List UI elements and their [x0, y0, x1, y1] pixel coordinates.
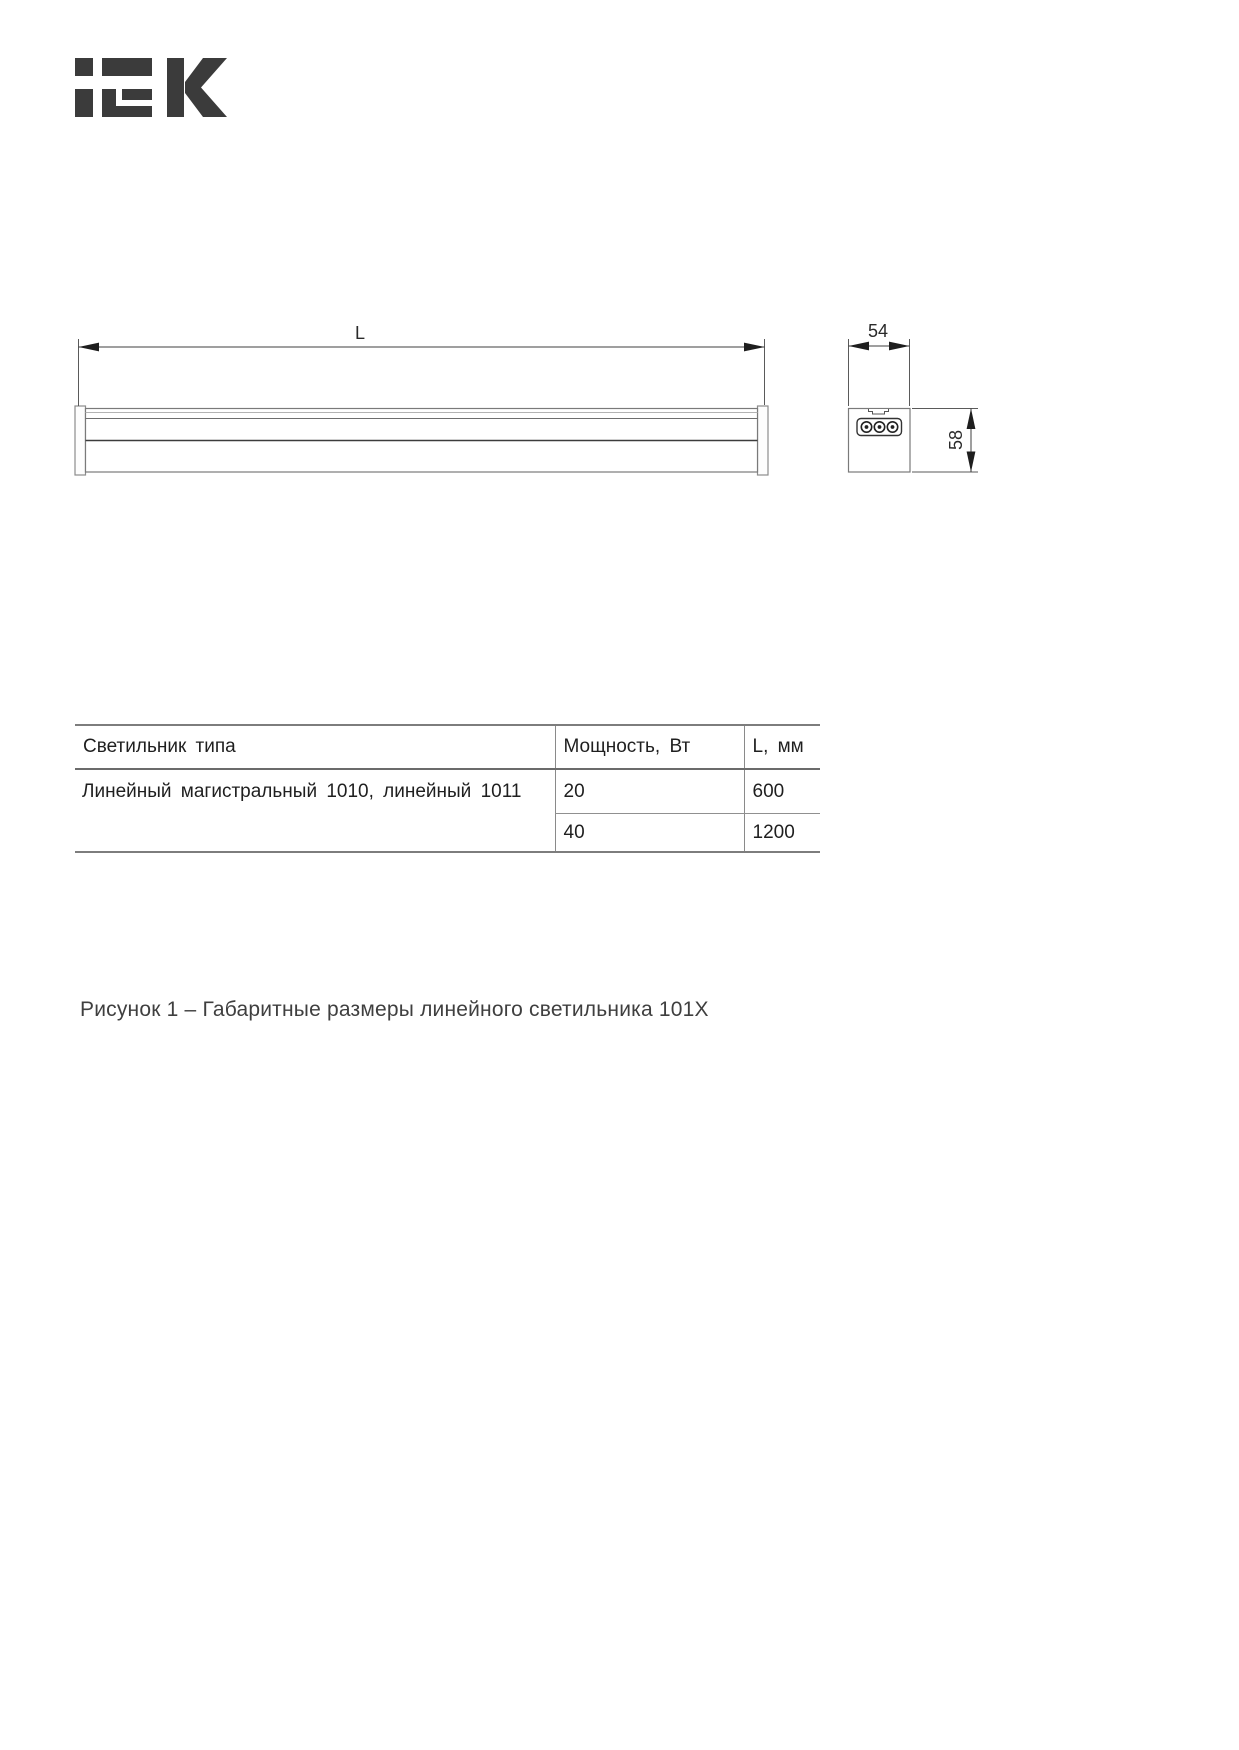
column-header-type: Светильник типа [75, 725, 555, 769]
arrowhead-down-icon [967, 452, 976, 473]
arrowhead-up-icon [967, 409, 976, 430]
arrowhead-right-icon [744, 343, 765, 352]
cell-luminaire-type: Линейный магистральный 1010, линейный 1011 [82, 781, 522, 802]
length-dimension [79, 323, 765, 406]
width-dimension [849, 321, 910, 406]
arrowhead-left-icon [849, 342, 870, 351]
cell-length: 1200 [744, 814, 820, 853]
height-dimension [912, 409, 978, 473]
cell-power: 40 [555, 814, 744, 853]
luminaire-front-view [75, 406, 768, 475]
dimension-drawing [0, 260, 1239, 540]
length-dimension-label: L [354, 323, 366, 343]
cell-power: 20 [555, 769, 744, 814]
logo-letter-k [167, 58, 227, 117]
column-header-power: Мощность, Вт [555, 725, 744, 769]
figure-caption: Рисунок 1 – Габаритные размеры линейного светильника 101Х [80, 998, 709, 1021]
end-cap-right [758, 406, 769, 475]
table-row [75, 769, 820, 814]
dimensions-table [75, 724, 820, 853]
width-dimension-label: 54 [867, 321, 889, 341]
arrowhead-left-icon [79, 343, 100, 352]
logo-letter-e [102, 58, 152, 117]
arrowhead-right-icon [889, 342, 910, 351]
luminaire-side-view [849, 409, 911, 473]
table-header-row [75, 725, 820, 769]
height-dimension-label: 58 [946, 429, 966, 451]
column-header-length: L, мм [744, 725, 820, 769]
cell-length: 600 [744, 769, 820, 814]
end-cap-left [75, 406, 86, 475]
iek-logo [75, 58, 227, 117]
logo-letter-i [75, 58, 93, 117]
